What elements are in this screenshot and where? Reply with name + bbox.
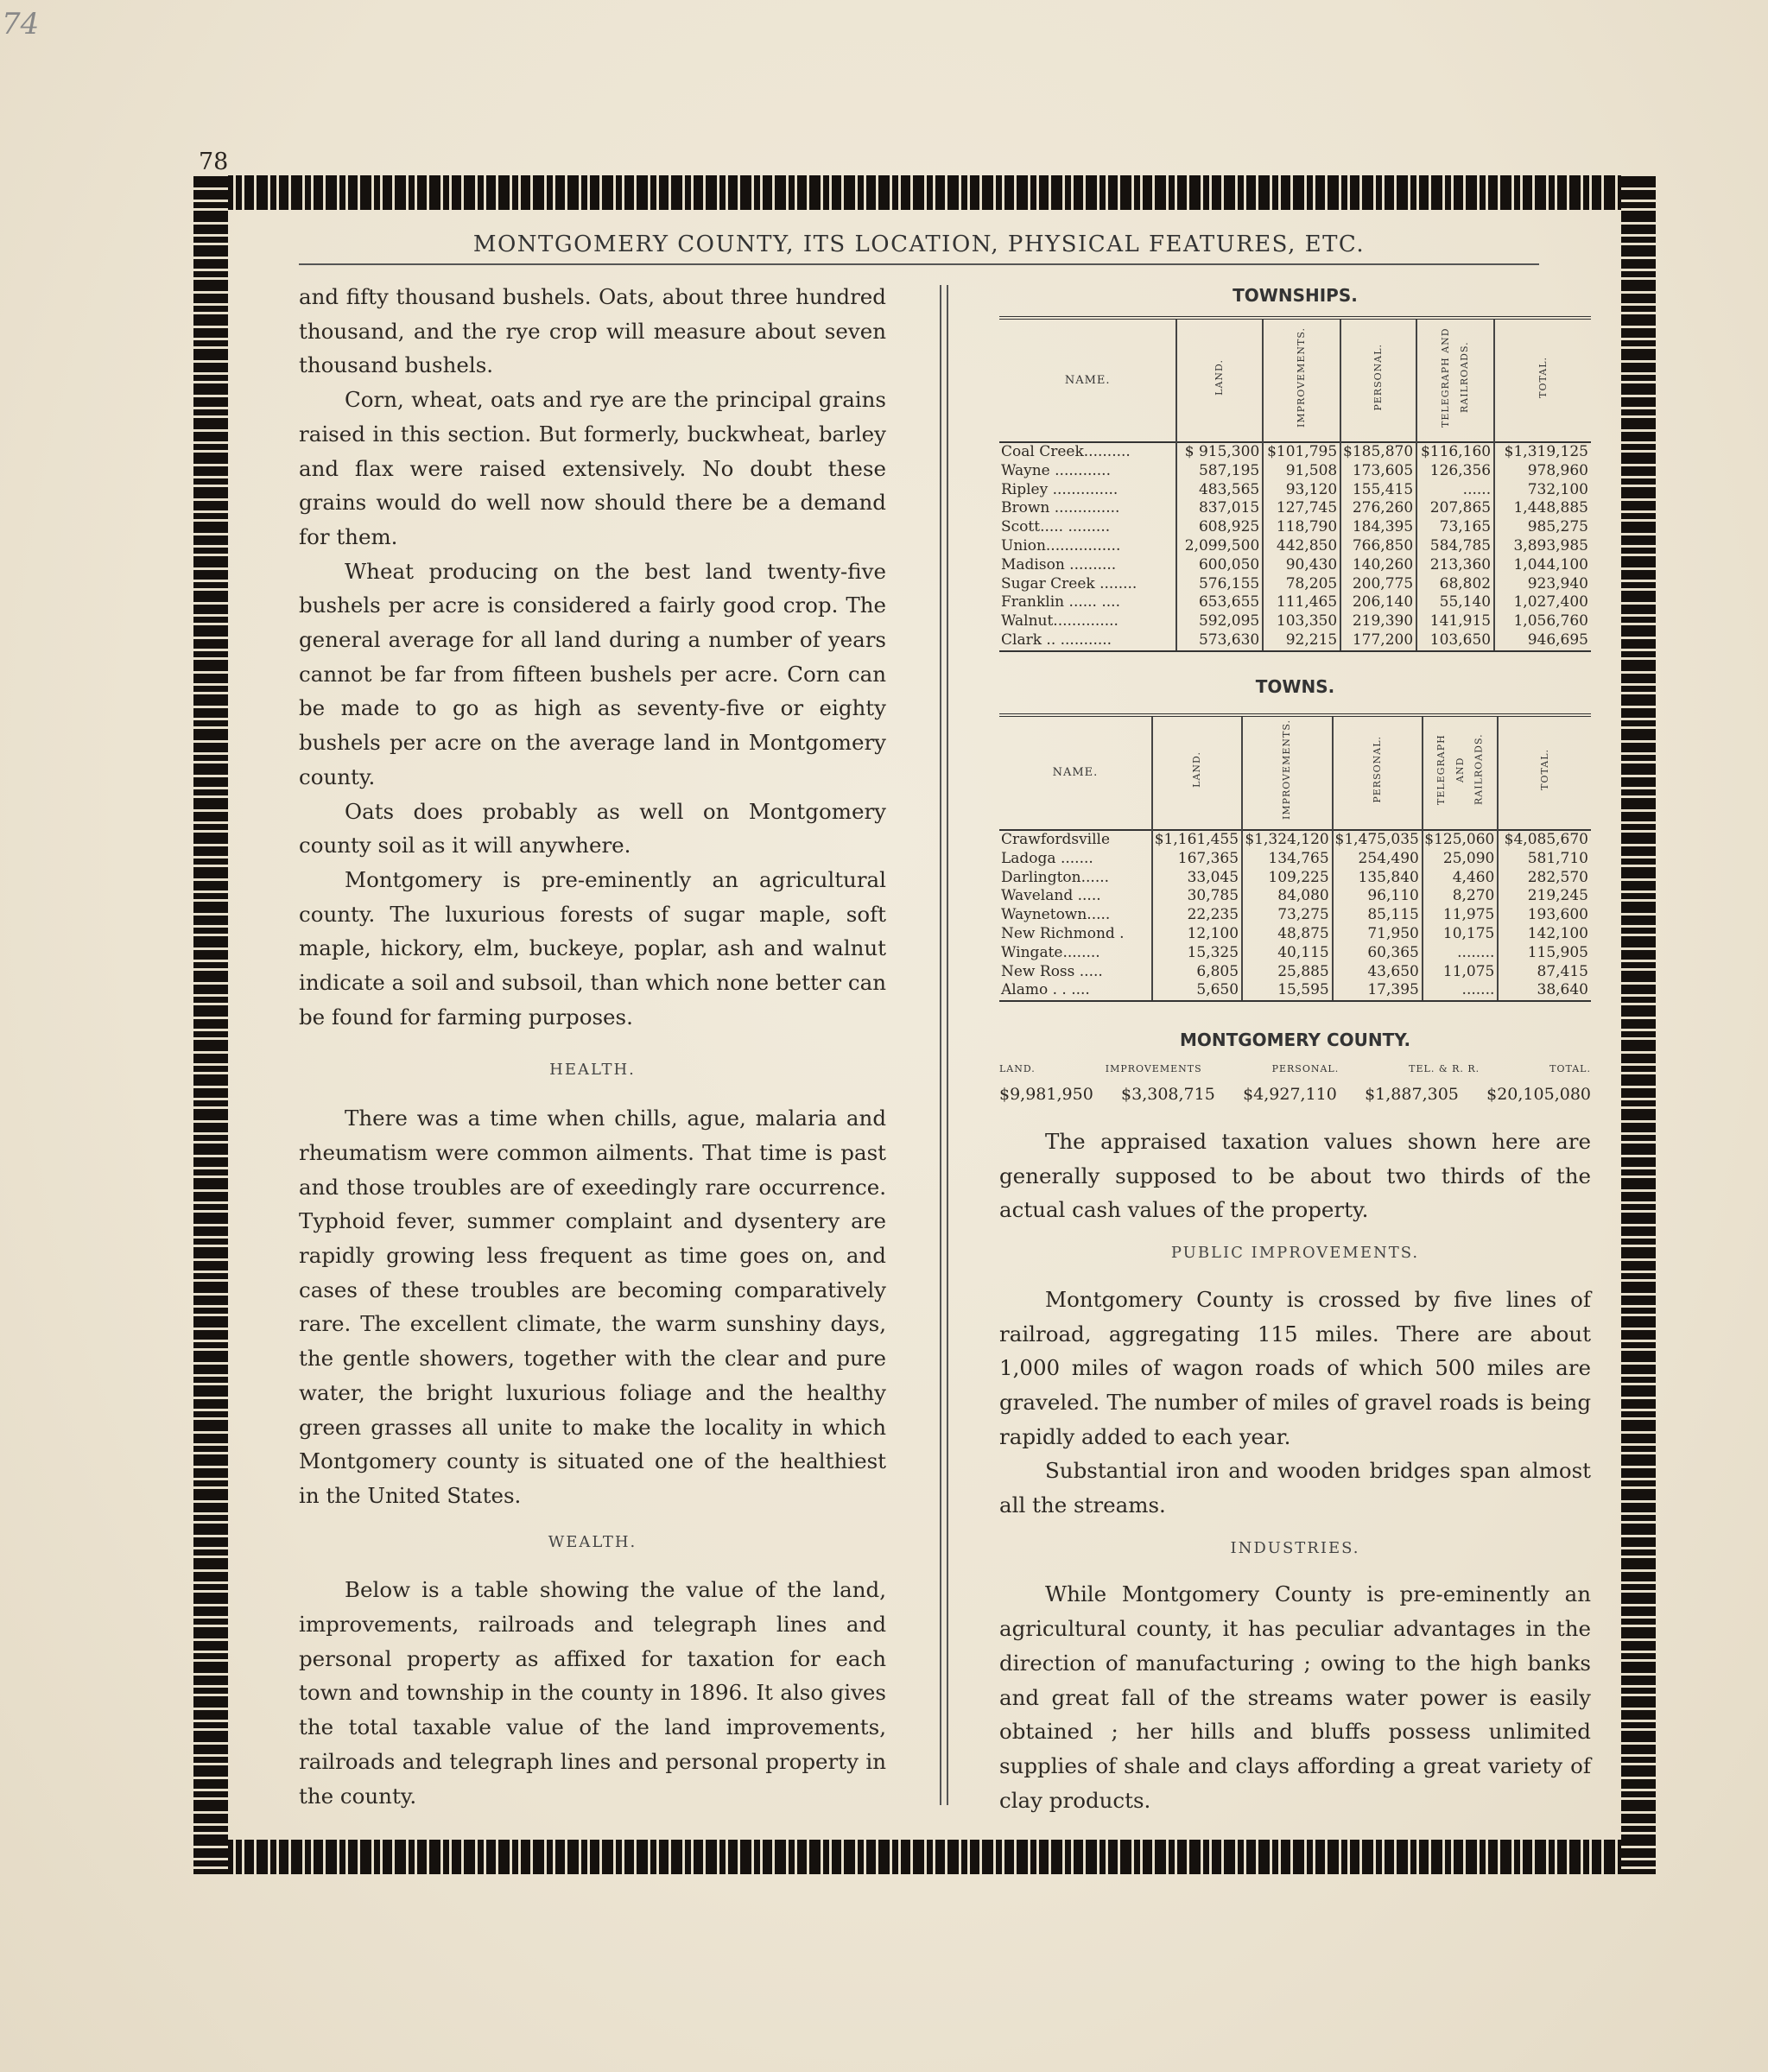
- summary-label-total: TOTAL.: [1549, 1063, 1591, 1074]
- county-summary-values: [999, 1085, 1591, 1104]
- cell-total: 978,960: [1494, 462, 1591, 481]
- cell-total: 38,640: [1498, 981, 1591, 1001]
- cell-name: Alamo . . ....: [999, 981, 1152, 1001]
- cell-personal: 200,775: [1340, 575, 1416, 594]
- cell-total: $4,085,670: [1498, 830, 1591, 850]
- cell-improvements: 111,465: [1263, 593, 1340, 612]
- header-rule: [299, 263, 1539, 265]
- summary-value-land: $9,981,950: [999, 1085, 1093, 1104]
- cell-total: 1,044,100: [1494, 556, 1591, 575]
- cell-name: Clark .. ...........: [999, 631, 1176, 651]
- cell-improvements: 127,745: [1263, 499, 1340, 518]
- summary-value-improvements: $3,308,715: [1121, 1085, 1215, 1104]
- cell-total: 142,100: [1498, 925, 1591, 944]
- cell-improvements: 90,430: [1263, 556, 1340, 575]
- cell-total: 282,570: [1498, 869, 1591, 888]
- page-number: 78: [199, 149, 229, 175]
- table-row: [999, 981, 1591, 1001]
- ornamental-border-bottom: [193, 1840, 1656, 1874]
- paragraph: There was a time when chills, ague, malaria and rheumatism were common ailments. That time is past and those troubles are of exeedingly rare occurrence. Typhoid fever, summer complaint and dysentery are rapidly growing less frequent as time goes on, and cases of these troubles are becoming comparatively rare. The excellent climate, the warm sunshiny days, the gentle showers, together with the clear and pure water, the bright luxurious foliage and the healthy green grasses all unite to make the locality in which Montgomery county is situated one of the healthiest in the United States.: [299, 1106, 886, 1508]
- table-row: [999, 442, 1591, 462]
- cell-telegraph: 11,075: [1423, 963, 1499, 982]
- cell-land: 6,805: [1152, 963, 1242, 982]
- cell-improvements: 118,790: [1263, 518, 1340, 537]
- cell-name: Coal Creek..........: [1001, 443, 1131, 460]
- cell-improvements: 92,215: [1263, 631, 1340, 651]
- table-row: [999, 537, 1591, 556]
- paragraph: Wheat producing on the best land twenty-five bushels per acre is considered a fairly good crop. The general average for all land during a number of years cannot be far from fifteen bushels per acre. Corn can be made to go as high as seventy-five or eighty bushels per acre on the average land in Montgomery county.: [299, 558, 886, 789]
- cell-name: Wingate........: [1001, 943, 1100, 961]
- cell-total: 946,695: [1494, 631, 1591, 651]
- cell-land: 576,155: [1176, 575, 1263, 594]
- cell-improvements: 93,120: [1263, 481, 1340, 500]
- townships-title: TOWNSHIPS.: [1233, 285, 1358, 306]
- cell-telegraph: $125,060: [1423, 830, 1499, 850]
- table-row: [999, 850, 1591, 869]
- cell-personal: 254,490: [1333, 850, 1423, 869]
- cell-name: Ripley ..............: [1001, 480, 1118, 498]
- cell-personal: 140,260: [1340, 556, 1416, 575]
- cell-land: 592,095: [1176, 612, 1263, 631]
- cell-improvements: 40,115: [1242, 944, 1333, 963]
- column-divider: [940, 285, 948, 1805]
- cell-name: New Richmond .: [1001, 924, 1125, 942]
- cell-telegraph: 11,975: [1423, 906, 1499, 925]
- cell-land: 600,050: [1176, 556, 1263, 575]
- cell-telegraph: 207,865: [1416, 499, 1494, 518]
- cell-personal: 43,650: [1333, 963, 1423, 982]
- cell-name: Brown ..............: [1001, 499, 1120, 517]
- summary-value-telegraph: $1,887,305: [1365, 1085, 1459, 1104]
- cell-improvements: 109,225: [1242, 869, 1333, 888]
- paragraph: Substantial iron and wooden bridges span almost all the streams.: [999, 1458, 1591, 1518]
- table-row: [999, 575, 1591, 594]
- summary-label-telegraph: TEL. & R. R.: [1409, 1063, 1480, 1074]
- table-row: [999, 631, 1591, 651]
- paragraph: Below is a table showing the value of the land, improvements, railroads and telegraph lines and personal property as affixed for taxation for each town and township in the county in 1896. It also gives the total taxable value of the land improvements, railroads and telegraph lines and personal property in the county.: [299, 1577, 886, 1809]
- paragraph: Montgomery County is crossed by five lines of railroad, aggregating 115 miles. There are about 1,000 miles of wagon roads of which 500 miles are graveled. The number of miles of gravel roads is being rapidly added to each year.: [999, 1286, 1591, 1449]
- cell-telegraph: 126,356: [1416, 462, 1494, 481]
- townships-table: [999, 316, 1591, 652]
- towns-title: TOWNS.: [1255, 676, 1335, 697]
- cell-telegraph: 55,140: [1416, 593, 1494, 612]
- paragraph: Corn, wheat, oats and rye are the principal grains raised in this section. But formerly, buckwheat, barley and flax were raised extensively. No doubt these grains would do well now should there be a demand for them.: [299, 387, 886, 549]
- cell-telegraph: 584,785: [1416, 537, 1494, 556]
- handwritten-note: 74: [2, 7, 40, 41]
- table-row: [999, 906, 1591, 925]
- cell-total: 581,710: [1498, 850, 1591, 869]
- cell-personal: 155,415: [1340, 481, 1416, 500]
- cell-personal: 276,260: [1340, 499, 1416, 518]
- cell-improvements: 78,205: [1263, 575, 1340, 594]
- cell-name: Crawfordsville: [1001, 831, 1111, 848]
- col-header-telegraph: TELEGRAPH AND RAILROADS.: [1423, 715, 1499, 830]
- cell-improvements: 134,765: [1242, 850, 1333, 869]
- paragraph: The appraised taxation values shown here are generally supposed to be about two thirds of the actual cash values of the property.: [999, 1129, 1591, 1223]
- cell-total: 732,100: [1494, 481, 1591, 500]
- table-row: [999, 887, 1591, 906]
- cell-personal: 135,840: [1333, 869, 1423, 888]
- summary-label-improvements: IMPROVEMENTS: [1105, 1063, 1202, 1074]
- paragraph: While Montgomery County is pre-eminently an agricultural county, it has peculiar advantages in the direction of manufacturing ; owing to the high banks and great fall of the streams water power is easily obtained ; her hills and bluffs possess unlimited supplies of shale and clays affording a great variety of clay products.: [999, 1581, 1591, 1813]
- cell-total: 219,245: [1498, 887, 1591, 906]
- left-column: [299, 280, 886, 1813]
- cell-telegraph: ......: [1416, 481, 1494, 500]
- cell-total: 1,027,400: [1494, 593, 1591, 612]
- cell-improvements: 442,850: [1263, 537, 1340, 556]
- cell-name: Wayne ............: [1001, 461, 1111, 479]
- cell-total: 923,940: [1494, 575, 1591, 594]
- cell-land: 608,925: [1176, 518, 1263, 537]
- table-row: [999, 499, 1591, 518]
- cell-telegraph: 4,460: [1423, 869, 1499, 888]
- cell-improvements: 15,595: [1242, 981, 1333, 1001]
- cell-telegraph: 25,090: [1423, 850, 1499, 869]
- cell-personal: 85,115: [1333, 906, 1423, 925]
- cell-personal: 184,395: [1340, 518, 1416, 537]
- county-summary-labels: [999, 1063, 1591, 1074]
- towns-table: [999, 713, 1591, 1002]
- cell-land: 5,650: [1152, 981, 1242, 1001]
- cell-total: 115,905: [1498, 944, 1591, 963]
- table-row: [999, 963, 1591, 982]
- col-header-total: TOTAL.: [1498, 715, 1591, 830]
- col-header-personal: PERSONAL.: [1333, 715, 1423, 830]
- cell-improvements: 73,275: [1242, 906, 1333, 925]
- cell-telegraph: 8,270: [1423, 887, 1499, 906]
- ornamental-border-right: [1621, 175, 1656, 1874]
- table-row: [999, 944, 1591, 963]
- col-header-land: LAND.: [1152, 715, 1242, 830]
- cell-telegraph: 213,360: [1416, 556, 1494, 575]
- cell-personal: $1,475,035: [1333, 830, 1423, 850]
- cell-personal: 177,200: [1340, 631, 1416, 651]
- cell-personal: 60,365: [1333, 944, 1423, 963]
- col-header-improvements: IMPROVEMENTS.: [1263, 318, 1340, 442]
- cell-name: Union................: [1001, 536, 1121, 554]
- cell-name: Scott..... .........: [1001, 518, 1111, 536]
- table-row: [999, 556, 1591, 575]
- col-header-name: NAME.: [1052, 766, 1099, 780]
- health-heading: HEALTH.: [549, 1061, 636, 1080]
- cell-land: 587,195: [1176, 462, 1263, 481]
- industries-heading: INDUSTRIES.: [1230, 1538, 1360, 1557]
- cell-total: 3,893,985: [1494, 537, 1591, 556]
- table-row: [999, 830, 1591, 850]
- summary-label-personal: PERSONAL.: [1271, 1063, 1340, 1074]
- cell-telegraph: 103,650: [1416, 631, 1494, 651]
- cell-land: 2,099,500: [1176, 537, 1263, 556]
- cell-total: 1,056,760: [1494, 612, 1591, 631]
- table-row: [999, 518, 1591, 537]
- summary-value-personal: $4,927,110: [1243, 1085, 1337, 1104]
- paragraph: and fifty thousand bushels. Oats, about three hundred thousand, and the rye crop will measure about seven thousand bushels.: [299, 284, 886, 378]
- cell-total: 87,415: [1498, 963, 1591, 982]
- wealth-heading: WEALTH.: [548, 1532, 637, 1551]
- ornamental-border-left: [193, 175, 228, 1874]
- cell-name: Waveland .....: [1001, 887, 1101, 905]
- table-row: [999, 462, 1591, 481]
- cell-personal: 766,850: [1340, 537, 1416, 556]
- cell-telegraph: 141,915: [1416, 612, 1494, 631]
- summary-value-total: $20,105,080: [1486, 1085, 1591, 1104]
- cell-name: Madison ..........: [1001, 555, 1117, 573]
- summary-label-land: LAND.: [999, 1063, 1036, 1074]
- table-row: [999, 925, 1591, 944]
- table-row: [999, 869, 1591, 888]
- cell-telegraph: .......: [1423, 981, 1499, 1001]
- cell-personal: 206,140: [1340, 593, 1416, 612]
- cell-personal: $185,870: [1340, 442, 1416, 462]
- cell-improvements: 48,875: [1242, 925, 1333, 944]
- cell-personal: 17,395: [1333, 981, 1423, 1001]
- cell-land: 483,565: [1176, 481, 1263, 500]
- cell-improvements: 84,080: [1242, 887, 1333, 906]
- cell-land: 653,655: [1176, 593, 1263, 612]
- cell-telegraph: $116,160: [1416, 442, 1494, 462]
- right-column-text: [999, 1125, 1591, 1817]
- cell-telegraph: 73,165: [1416, 518, 1494, 537]
- cell-improvements: 91,508: [1263, 462, 1340, 481]
- cell-land: 167,365: [1152, 850, 1242, 869]
- cell-name: Darlington......: [1001, 868, 1110, 886]
- col-header-name: NAME.: [1064, 373, 1111, 387]
- page-header: MONTGOMERY COUNTY, ITS LOCATION, PHYSICAL FEATURES, ETC.: [472, 231, 1366, 257]
- cell-telegraph: 10,175: [1423, 925, 1499, 944]
- table-row: [999, 612, 1591, 631]
- cell-personal: 173,605: [1340, 462, 1416, 481]
- cell-name: Waynetown.....: [1001, 906, 1111, 924]
- paragraph: Oats does probably as well on Montgomery county soil as it will anywhere.: [299, 798, 886, 859]
- cell-name: Ladoga .......: [1001, 849, 1093, 867]
- cell-land: 22,235: [1152, 906, 1242, 925]
- table-row: [999, 481, 1591, 500]
- cell-name: Sugar Creek ........: [1001, 574, 1137, 592]
- cell-improvements: $101,795: [1263, 442, 1340, 462]
- cell-land: 12,100: [1152, 925, 1242, 944]
- cell-personal: 219,390: [1340, 612, 1416, 631]
- cell-improvements: $1,324,120: [1242, 830, 1333, 850]
- cell-land: 33,045: [1152, 869, 1242, 888]
- cell-total: 985,275: [1494, 518, 1591, 537]
- cell-total: $1,319,125: [1494, 442, 1591, 462]
- cell-land: $ 915,300: [1176, 442, 1263, 462]
- cell-total: 193,600: [1498, 906, 1591, 925]
- cell-land: 573,630: [1176, 631, 1263, 651]
- col-header-improvements: IMPROVEMENTS.: [1242, 715, 1333, 830]
- cell-improvements: 25,885: [1242, 963, 1333, 982]
- cell-name: New Ross .....: [1001, 962, 1103, 980]
- col-header-personal: PERSONAL.: [1340, 318, 1416, 442]
- cell-land: 837,015: [1176, 499, 1263, 518]
- cell-improvements: 103,350: [1263, 612, 1340, 631]
- col-header-total: TOTAL.: [1494, 318, 1591, 442]
- cell-telegraph: 68,802: [1416, 575, 1494, 594]
- col-header-telegraph: TELEGRAPH AND RAILROADS.: [1416, 318, 1494, 442]
- table-row: [999, 593, 1591, 612]
- cell-name: Walnut..............: [1001, 612, 1118, 630]
- public-improvements-heading: PUBLIC IMPROVEMENTS.: [1170, 1244, 1420, 1263]
- cell-telegraph: ........: [1423, 944, 1499, 963]
- ornamental-border-top: [193, 175, 1656, 210]
- paragraph: Montgomery is pre-eminently an agricultural county. The luxurious forests of sugar maple, soft maple, hickory, elm, buckeye, poplar, ash and walnut indicate a soil and subsoil, than which none better can be found for farming purposes.: [299, 866, 886, 1030]
- cell-total: 1,448,885: [1494, 499, 1591, 518]
- cell-land: 30,785: [1152, 887, 1242, 906]
- cell-personal: 96,110: [1333, 887, 1423, 906]
- cell-land: $1,161,455: [1152, 830, 1242, 850]
- col-header-land: LAND.: [1176, 318, 1263, 442]
- cell-name: Franklin ...... ....: [1001, 593, 1120, 611]
- cell-land: 15,325: [1152, 944, 1242, 963]
- county-title: MONTGOMERY COUNTY.: [1179, 1030, 1411, 1050]
- cell-personal: 71,950: [1333, 925, 1423, 944]
